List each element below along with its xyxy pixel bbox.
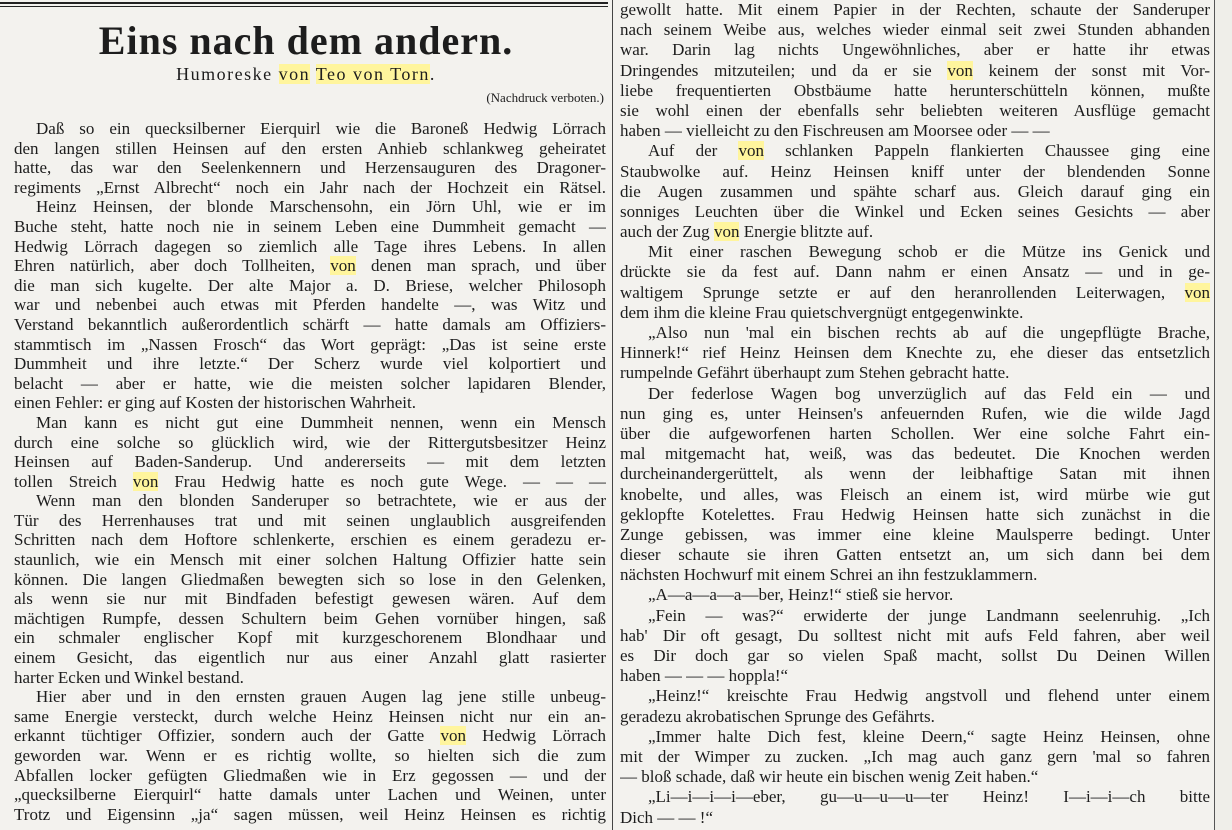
text-line: Daß so ein quecksilberner Eierquirl wie die Baroneß Hedwig Lörrach	[36, 119, 606, 138]
text-line: Hier aber und in den ernsten grauen Augen lag jene stille unbeug-	[36, 687, 606, 707]
text-line: Wenn man den blonden Sanderuper so betrachtete, wie er aus der	[36, 491, 606, 511]
text-line: die Augen zusammen und spähte scharf aus. Gleich darauf ging ein	[620, 181, 1210, 201]
text-line: auch der Zug von Energie blitzte auf.	[620, 222, 874, 242]
text-line: liebe frequentierten Obstbäume hatte herunterschütteln können, mußte	[620, 80, 1210, 100]
text-line: Dich — — !“	[620, 807, 714, 827]
text-line: war. Darin lag nichts Ungewöhnliches, aber er hatte ihr etwas	[620, 40, 1210, 60]
text-line: dieser schaute sie ihren Gatten entsetzt an, um sich dann bei dem	[620, 545, 1210, 565]
article-subtitle: Humoreske von Teo von Torn.	[176, 64, 436, 84]
text-line: geradezu akrobatischen Sprunge des Gefährts.	[620, 706, 935, 726]
text-line: „A—a—a—a—ber, Heinz!“ stieß sie hervor.	[648, 585, 954, 605]
text-line: „Fein — was?“ erwiderte der junge Landmann seelenruhig. „Ich	[648, 605, 1210, 625]
text-line: es Dir doch gar so vielen Spaß macht, sollst Du Deinen Willen	[620, 646, 1210, 665]
text-line: Hedwig Lörrach dagegen so ziemlich alle Tage ihres Lebens. In allen	[14, 236, 606, 256]
text-line: — bloß schade, daß wir heute ein bischen wenig Zeit haben.“	[620, 767, 1039, 787]
text-line: „Heinz!“ kreischte Frau Hedwig angstvoll und flehend unter einem	[648, 686, 1210, 706]
text-line: Staubwolke auf. Heinz Heinsen kniff unter der blendenden Sonne	[620, 161, 1210, 181]
header-rule	[0, 2, 608, 4]
text-line: über die aufgeworfenen harten Schollen. Wer eine solche Fahrt ein-	[620, 423, 1210, 443]
text-line: Schritten nach dem Hoftore schlenkerte, erschien es einem geradezu er-	[14, 530, 606, 550]
text-line: Dringendes mitzuteilen; und da er sie von keinem der sonst mit Vor-	[620, 60, 1210, 80]
text-line: nach seinem Weibe aus, welches wieder einmal seit zwei Stunden abhanden	[620, 20, 1210, 40]
text-line: als wenn sie nur mit Bindfaden befestigt gewesen wären. Auf dem	[14, 589, 606, 609]
search-highlight: von	[278, 64, 311, 84]
text-line: tollen Streich von Frau Hedwig hatte es noch gute Wege. — — —	[14, 471, 606, 491]
text-line: nun ging es, unter Heinsen's anfeuernden Rufen, wie die wilde Jagd	[620, 403, 1210, 423]
text-line: waltigem Sprunge setzte er auf den heranrollenden Leiterwagen, von	[620, 282, 1210, 302]
text-line: „quecksilberne Eierquirl“ hatte damals unter Lachen und Weinen, unter	[14, 785, 606, 805]
text-line: nächsten Hochwurf mit einem Schrei an ihn festzuklammern.	[620, 565, 1038, 585]
text-line: dem ihm die kleine Frau quietschvergnügt entgegenwinkte.	[620, 302, 1024, 322]
text-line: Tür des Herrenhauses trat und mit seinen unglaublich ausgreifenden	[14, 510, 606, 530]
text-line: knobelte, und alles, was Fleisch an einem ist, wird mürbe wie gut	[620, 484, 1210, 504]
text-line: stammtisch im „Nassen Frosch“ das Wort geprägt: „Das ist seine erste	[14, 334, 606, 354]
text-line: sonniges Leuchten über die Winkel und Ecken seines Gesichts — aber	[620, 201, 1210, 221]
text-line: Hinnerk!“ rief Heinz Heinsen dem Knechte zu, ehe dieser das entsetzlich	[620, 343, 1210, 363]
text-line: Man kann es nicht gut eine Dummheit nennen, wenn ein Mensch	[36, 412, 606, 432]
search-highlight: von	[713, 222, 740, 242]
text-line: same Energie versteckt, durch welche Heinz Heinsen nicht nur ein an-	[14, 706, 606, 726]
search-highlight: von	[330, 256, 356, 276]
text-line: geklopfte Kotelettes. Frau Hedwig Heinsen hatte sich zunächst in die	[620, 504, 1210, 524]
next-column-edge	[1215, 0, 1232, 830]
text-line: hatte, das war den Seelenkennern und Herzensauguren des Dragoner-	[14, 158, 606, 178]
search-highlight: Teo von Torn	[315, 64, 430, 84]
text-line: Heinz Heinsen, der blonde Marschensohn, ein Jörn Uhl, wie er im	[36, 197, 606, 217]
text-line: „Li—i—i—i—eber, gu—u—u—u—ter Heinz! I—i—i—ch bitte	[648, 787, 1210, 807]
text-line: mit der Wimper zu zucken. „Ich mag auch ganz gern 'mal so fahren	[620, 746, 1210, 766]
text-line: Der federlose Wagen bog unverzüglich auf das Feld ein — und	[648, 383, 1210, 403]
search-highlight: von	[1184, 282, 1210, 302]
text-line: Abfallen locker gefügten Gliedmaßen wie in Erz gegossen — und der	[14, 765, 606, 785]
text-line: Zunge gebissen, was immer eine kleine Maulsperre bedingt. Unter	[620, 524, 1210, 544]
text-line: mächtigen Rumpfe, dessen Schultern beim Gehen vornüber hingen, saß	[14, 608, 606, 628]
text-line: Verstand bekanntlich außerordentlich schärft — hatte damals am Offiziers-	[14, 314, 606, 334]
reprint-notice: (Nachdruck verboten.)	[486, 90, 604, 105]
text-line: können. Die langen Gliedmaßen bewegten sich so lose in den Gelenken,	[14, 569, 606, 589]
text-line: staunlich, wie ein Mensch mit einer solchen Haltung Offizier hatte sein	[14, 550, 606, 570]
text-line: gewollt hatte. Mit einem Papier in der Rechten, schaute der Sanderuper	[620, 0, 1210, 19]
text-line: geworden war. Wenn er es richtig wollte, so hielten sich die zum	[14, 746, 606, 765]
text-line: rumpelnde Gefährt überhaupt zum Stehen gebracht hatte.	[620, 363, 1010, 383]
text-line: Heinsen auf Baden-Sanderup. Und andererseits — mit dem letzten	[14, 452, 606, 472]
text-line: sie wohl einen der ebenfalls sehr beliebten weiteren Ausflüge gemacht	[620, 100, 1210, 120]
text-line: „Also nun 'mal ein bischen rechts ab auf die ungepflügte Brache,	[648, 323, 1210, 342]
text-line: harter Ecken und Winkel bestand.	[14, 667, 244, 687]
column-divider	[612, 0, 613, 830]
text-line: ein schmaler englischer Kopf mit kurzgeschorenem Blondhaar und	[14, 628, 606, 648]
text-line: durcheinandergerüttelt, als wenn der leibhaftige Satan mit ihnen	[620, 464, 1210, 484]
text-line: einem Gesicht, das eigentlich nur aus einer Anzahl glatt rasierter	[14, 648, 606, 668]
text-line: Ehren natürlich, aber doch Tollheiten, von denen man sprach, und über	[14, 256, 606, 276]
text-line: die man sich kugelte. Der alte Major a. D. Briese, welcher Philosoph	[14, 275, 606, 295]
article-title: Eins nach dem andern.	[98, 18, 514, 63]
text-line: belacht — aber er hatte, wie die meisten solcher lapidaren Blender,	[14, 373, 606, 393]
text-line: drückte sie da fest auf. Dann nahm er einen Ansatz — und in ge-	[620, 262, 1210, 282]
text-line: durch eine solche so glücklich wird, wie der Rittergutsbesitzer Heinz	[14, 432, 606, 452]
right-column	[620, 0, 1210, 828]
text-line: haben — — — hoppla!“	[620, 666, 789, 686]
header-rule-thin	[0, 6, 608, 7]
search-highlight: von	[947, 60, 973, 80]
text-line: einen Fehler: er ging auf Kosten der historischen Wahrheit.	[14, 393, 416, 413]
text-line: Trotz und Eigensinn „ja“ sagen müssen, weil Heinz Heinsen es richtig	[14, 804, 606, 824]
text-line: mal mitgemacht hat, weiß, was das bedeutet. Die Knochen werden	[620, 444, 1210, 464]
text-line: regiments „Ernst Albrecht“ noch ein Jahr nach der Hochzeit ein Rätsel.	[14, 177, 606, 197]
search-highlight: von	[738, 141, 764, 161]
text-line: erkannt tüchtiger Offizier, sondern auch der Gatte von Hedwig Lörrach	[14, 726, 606, 746]
text-line: „Immer halte Dich fest, kleine Deern,“ sagte Heinz Heinsen, ohne	[648, 726, 1210, 746]
text-line: hab' Dir oft gesagt, Du solltest nicht mit aufs Feld fahren, aber weil	[620, 625, 1210, 645]
text-line: Mit einer raschen Bewegung schob er die Mütze ins Genick und	[648, 242, 1210, 262]
text-line: den langen stillen Heinsen auf den ersten Anhieb schlankweg geheiratet	[14, 138, 606, 158]
left-column	[14, 119, 606, 824]
text-line: Auf der von schlanken Pappeln flankierten Chaussee ging eine	[648, 141, 1210, 161]
text-line: Buche steht, hatte noch nie in seinem Leben eine Dummheit gemacht —	[14, 216, 606, 236]
search-highlight: von	[132, 471, 159, 491]
text-line: haben — vielleicht zu den Fischreusen am Moorsee oder — —	[620, 121, 1050, 141]
text-line: war und nebenbei auch etwas mit Pferden handelte —, was Witz und	[14, 295, 606, 315]
text-line: Dummheit und ihre letzte.“ Der Scherz wurde viel kolportiert und	[14, 354, 606, 374]
search-highlight: von	[440, 726, 466, 746]
